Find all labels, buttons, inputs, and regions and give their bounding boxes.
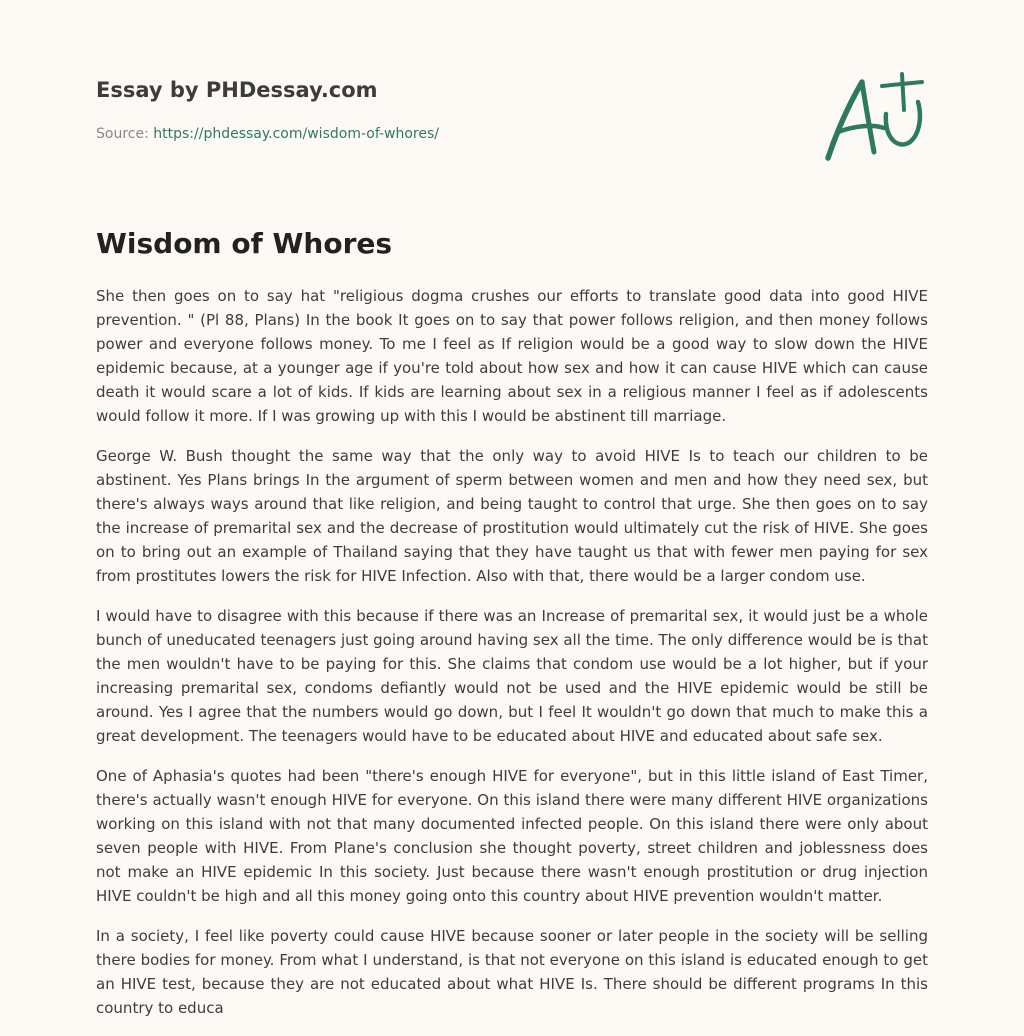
essay-paragraph: She then goes on to say hat "religious dogma crushes our efforts to translate good data into good HIVE prevention. " (Pl 88, Plans) In the book It goes on to say that power follows religion, and then money follows power and everyone follows money. To me I feel as If religion would be a good way to slow down the HIVE epidemic because, at a younger age if you're told about how sex and how it can cause HIVE which can cause death it would scare a lot of kids. If kids are learning about sex in a religious manner I feel as if adolescents would follow it more. If I was growing up with this I would be abstinent till marriage. xyxy=(96,287,928,425)
essay-paragraph: George W. Bush thought the same way that the only way to avoid HIVE Is to teach our children to be abstinent. Yes Plans brings In the argument of sperm between women and men and how they need sex, but there's always ways around that like religion, and being taught to control that urge. She then goes on to say the increase of premarital sex and the decrease of prostitution would ultimately cut the risk of HIVE. She goes on to bring out an example of Thailand saying that they have taught us that with fewer men paying for sex from prostitutes lowers the risk for HIVE Infection. Also with that, there would be a larger condom use. xyxy=(96,447,928,585)
site-title: Essay by PHDessay.com xyxy=(96,78,378,102)
essay-body xyxy=(96,284,928,1036)
essay-paragraph: One of Aphasia's quotes had been "there's enough HIVE for everyone", but in this little island of East Timer, there's actually wasn't enough HIVE for everyone. On this island there were many different HIVE organizations working on this island with not that many documented infected people. On this island there were only about seven people with HIVE. From Plane's conclusion she thought poverty, street children and joblessness does not make an HIVE epidemic In this society. Just because there wasn't enough prostitution or drug injection HIVE couldn't be high and all this money going onto this country about HIVE prevention wouldn't matter. xyxy=(96,767,928,905)
source-label: Source: xyxy=(96,126,154,142)
source-line xyxy=(96,124,928,144)
essay-title: Wisdom of Whores xyxy=(96,227,393,260)
essay-paragraph: I would have to disagree with this because if there was an Increase of premarital sex, it would just be a whole bunch of uneducated teenagers just going around having sex all the time. The only difference would be is that the men wouldn't have to be paying for this. She claims that condom use would be a lot higher, but if your increasing premarital sex, condoms defiantly would not be used and the HIVE epidemic would be still be around. Yes I agree that the numbers would go down, but I feel It wouldn't go down that much to make this a great development. The teenagers would have to be educated about HIVE and educated about safe sex. xyxy=(96,607,928,745)
page-header xyxy=(96,76,928,144)
a-plus-grade-logo-icon xyxy=(822,68,932,168)
source-link[interactable]: https://phdessay.com/wisdom-of-whores/ xyxy=(153,126,440,142)
essay-paragraph: In a society, I feel like poverty could cause HIVE because sooner or later people in the society will be selling there bodies for money. From what I understand, is that not everyone on this island is educated enough to get an HIVE test, because they are not educated about what HIVE Is. There should be different programs In this country to educa xyxy=(96,927,928,1017)
